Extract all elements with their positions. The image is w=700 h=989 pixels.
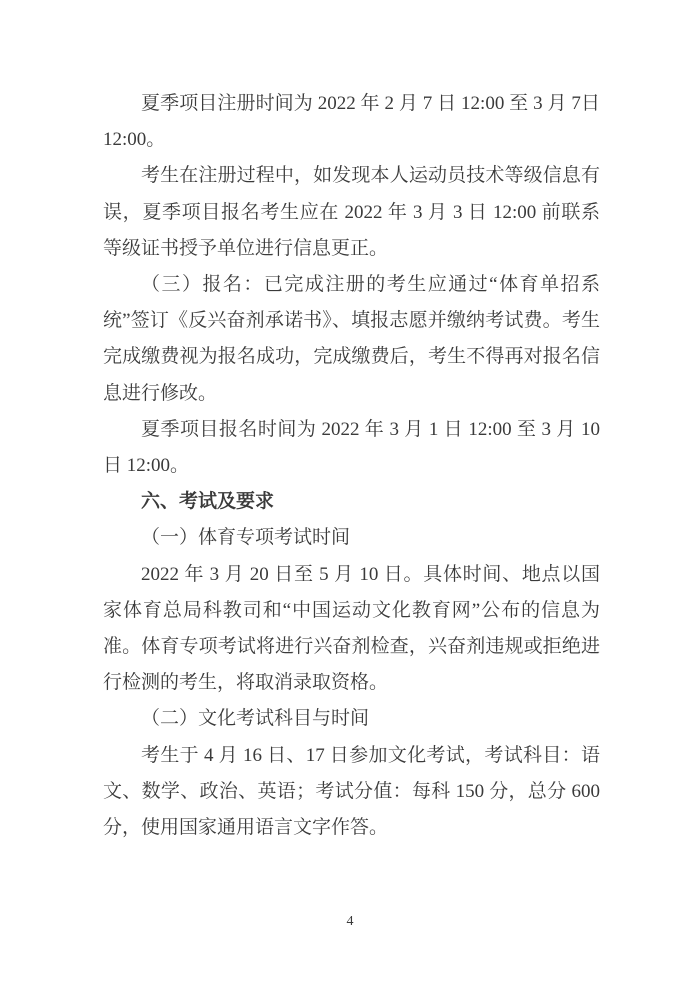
subheading-culture-exam-subjects: （二）文化考试科目与时间: [141, 708, 370, 730]
paragraph-registration-correction: 考生在注册过程中，如发现本人运动员技术等级信息有误，夏季项目报名考生应在 2022 年 3 月 3 日 12:00 前联系等级证书授予单位进行信息更正。: [103, 165, 600, 259]
paragraph-signup-procedure: （三）报名：已完成注册的考生应通过“体育单招系统”签订《反兴奋剂承诺书》、填报志愿并缴纳考试费。考生完成缴费视为报名成功，完成缴费后，考生不得再对报名信息进行修改。: [103, 274, 600, 404]
paragraph-summer-registration-time: 夏季项目注册时间为 2022 年 2 月 7 日 12:00 至 3 月 7日 12:00。: [103, 93, 600, 151]
section-heading-exam-requirements: 六、考试及要求: [141, 491, 275, 513]
paragraph-summer-signup-time: 夏季项目报名时间为 2022 年 3 月 1 日 12:00 至 3 月 10日 12:00。: [103, 418, 600, 477]
paragraph-sport-exam-details: 2022 年 3 月 20 日至 5 月 10 日。具体时间、地点以国家体育总局科教司和“中国运动文化教育网”公布的信息为准。体育专项考试将进行兴奋剂检查，兴奋剂违规或拒绝进行检测的考生，将取消录取资格。: [103, 563, 600, 694]
paragraph-culture-exam-details: 考生于 4 月 16 日、17 日参加文化考试，考试科目：语文、数学、政治、英语；考试分值：每科 150 分，总分 600 分，使用国家通用语言文字作答。: [103, 744, 600, 839]
subheading-sport-exam-time: （一）体育专项考试时间: [141, 527, 351, 549]
page-number: 4: [346, 914, 354, 929]
document-body: [103, 86, 600, 846]
